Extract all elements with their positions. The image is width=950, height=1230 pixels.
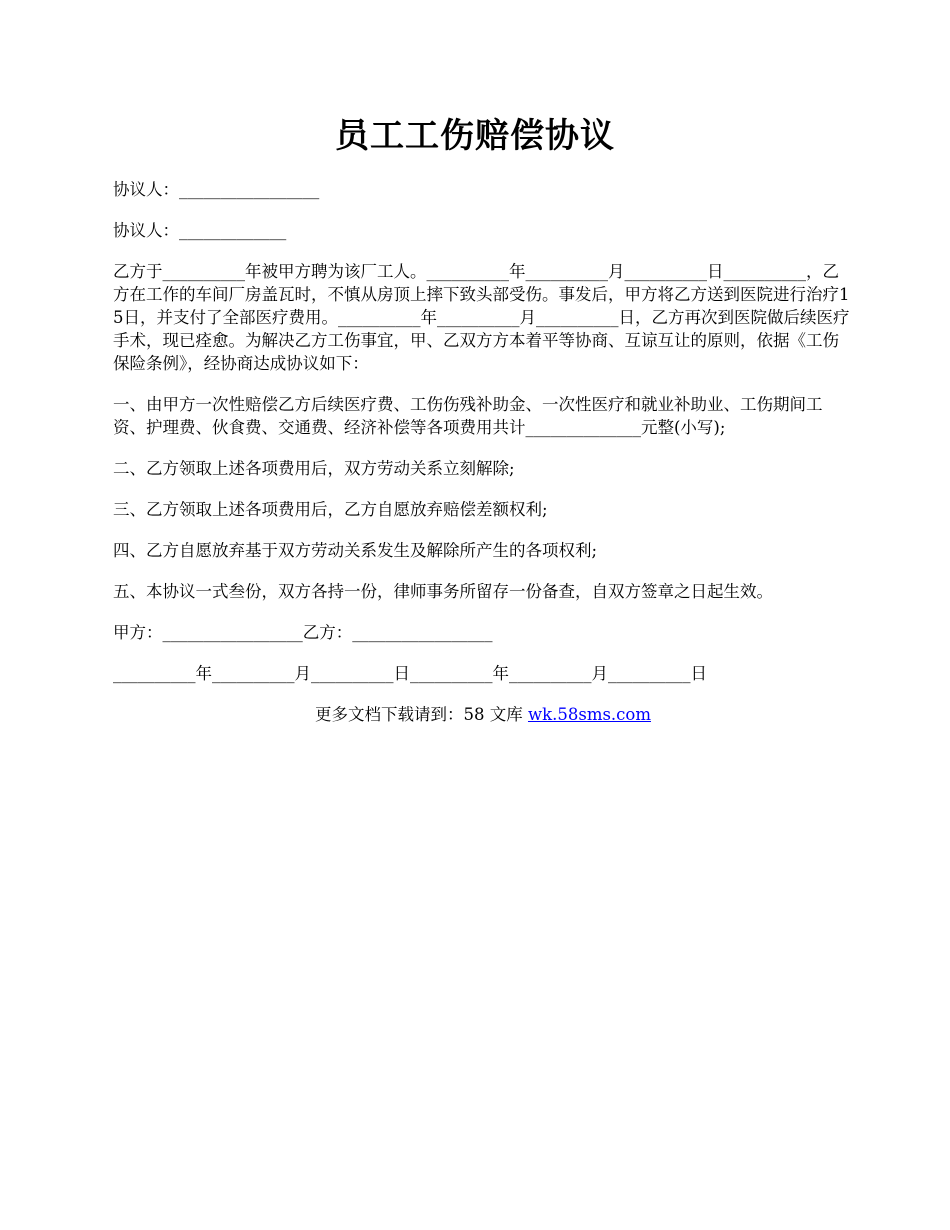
clause-3: 三、乙方领取上述各项费用后，乙方自愿放弃赔偿差额权利; <box>113 500 548 519</box>
footer-link[interactable]: wk.58sms.com <box>527 705 651 724</box>
clause-4: 四、乙方自愿放弃基于双方劳动关系发生及解除所产生的各项权利; <box>113 541 598 560</box>
clause-1: 一、由甲方一次性赔偿乙方后续医疗费、工伤伤残补助金、一次性医疗和就业补助业、工伤期间工资、护理费、伙食费、交通费、经济补偿等各项费用共计______________元整(小写); <box>113 395 823 437</box>
signature-line: 甲方：_________________乙方：_________________ <box>113 623 493 642</box>
party-line-1: 协议人：_________________ <box>113 180 320 199</box>
clause-5: 五、本协议一式叁份，双方各持一份，律师事务所留存一份备查，自双方签章之日起生效。 <box>113 582 773 601</box>
footer <box>113 703 853 726</box>
clause-2: 二、乙方领取上述各项费用后，双方劳动关系立刻解除; <box>113 459 515 478</box>
date-line: __________年__________月__________日__________年__________月__________日 <box>113 664 707 683</box>
intro-paragraph: 乙方于__________年被甲方聘为该厂工人。__________年__________月__________日__________，乙方在工作的车间厂房盖瓦时，不慎从房顶上摔下致头部受伤。事发后，甲方将乙方送到医院进行治疗15日，并支付了全部医疗费用。__________年__________月__________日，乙方再次到医院做后续医疗手术，现已痊愈。为解决乙方工伤事宜，甲、乙双方方本着平等协商、互谅互让的原则，依据《工伤保险条例》，经协商达成协议如下： <box>113 262 850 373</box>
document-title: 员工工伤赔偿协议 <box>335 116 615 156</box>
document-body <box>113 178 853 744</box>
footer-text: 更多文档下载请到：58 文库 <box>314 705 528 724</box>
party-line-2: 协议人：_____________ <box>113 221 287 240</box>
